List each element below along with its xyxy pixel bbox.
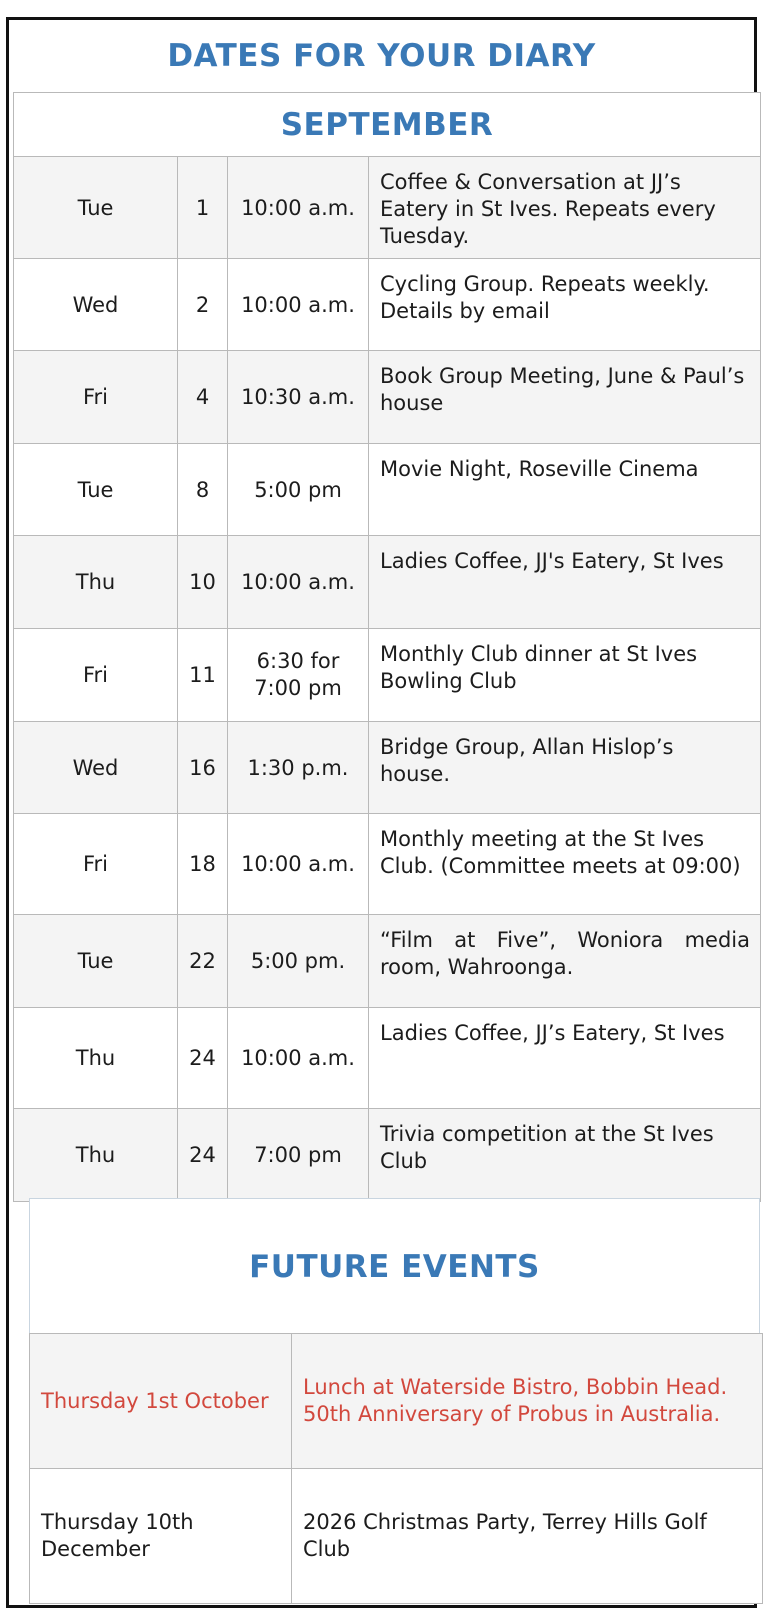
- future-event-date: Thursday 1st October: [30, 1334, 292, 1469]
- event-description: Monthly Club dinner at St Ives Bowling Club: [369, 629, 761, 722]
- future-events-title: FUTURE EVENTS: [249, 1248, 540, 1285]
- event-time: 10:00 a.m.: [228, 1008, 369, 1109]
- september-schedule-table: [13, 92, 761, 1202]
- table-row: [14, 629, 761, 722]
- event-day: Wed: [14, 259, 178, 351]
- event-day: Tue: [14, 915, 178, 1008]
- page-title: DATES FOR YOUR DIARY: [167, 38, 596, 74]
- event-date: 24: [178, 1109, 228, 1202]
- event-description: Bridge Group, Allan Hislop’s house.: [369, 722, 761, 814]
- event-day: Fri: [14, 629, 178, 722]
- event-time: 5:00 pm: [228, 444, 369, 536]
- future-events-table: [29, 1333, 763, 1604]
- event-time: 7:00 pm: [228, 1109, 369, 1202]
- event-date: 22: [178, 915, 228, 1008]
- event-date: 8: [178, 444, 228, 536]
- event-day: Thu: [14, 1008, 178, 1109]
- event-time: 10:00 a.m.: [228, 814, 369, 915]
- event-day: Tue: [14, 157, 178, 259]
- future-event-description: Lunch at Waterside Bistro, Bobbin Head. 50th Anniversary of Probus in Australia.: [292, 1334, 763, 1469]
- table-row: [14, 1008, 761, 1109]
- future-event-date: Thursday 10th December: [30, 1469, 292, 1604]
- table-row: [14, 259, 761, 351]
- event-date: 24: [178, 1008, 228, 1109]
- table-row: [30, 1334, 763, 1469]
- event-day: Tue: [14, 444, 178, 536]
- future-event-description: 2026 Christmas Party, Terrey Hills Golf Club: [292, 1469, 763, 1604]
- table-row: [30, 1469, 763, 1604]
- event-time: 10:00 a.m.: [228, 536, 369, 629]
- month-title: SEPTEMBER: [14, 93, 761, 157]
- event-description: Movie Night, Roseville Cinema: [369, 444, 761, 536]
- event-time: 1:30 p.m.: [228, 722, 369, 814]
- table-row: [14, 351, 761, 444]
- event-date: 1: [178, 157, 228, 259]
- event-day: Thu: [14, 536, 178, 629]
- table-row: [14, 1109, 761, 1202]
- event-time: 6:30 for 7:00 pm: [228, 629, 369, 722]
- table-row: [14, 915, 761, 1008]
- event-day: Fri: [14, 814, 178, 915]
- table-row: [14, 814, 761, 915]
- event-description: Cycling Group. Repeats weekly. Details by email: [369, 259, 761, 351]
- event-description: Ladies Coffee, JJ's Eatery, St Ives: [369, 536, 761, 629]
- event-day: Fri: [14, 351, 178, 444]
- event-description: Trivia competition at the St Ives Club: [369, 1109, 761, 1202]
- event-date: 18: [178, 814, 228, 915]
- month-header-row: [14, 93, 761, 157]
- event-time: 10:00 a.m.: [228, 259, 369, 351]
- event-time: 10:30 a.m.: [228, 351, 369, 444]
- event-description: Ladies Coffee, JJ’s Eatery, St Ives: [369, 1008, 761, 1109]
- event-description: “Film at Five”, Woniora media room, Wahroonga.: [369, 915, 761, 1008]
- table-row: [14, 444, 761, 536]
- event-date: 4: [178, 351, 228, 444]
- table-row: [14, 722, 761, 814]
- event-description: Coffee & Conversation at JJ’s Eatery in St Ives. Repeats every Tuesday.: [369, 157, 761, 259]
- event-date: 2: [178, 259, 228, 351]
- event-date: 16: [178, 722, 228, 814]
- event-date: 10: [178, 536, 228, 629]
- event-description: Book Group Meeting, June & Paul’s house: [369, 351, 761, 444]
- event-time: 5:00 pm.: [228, 915, 369, 1008]
- table-row: [14, 536, 761, 629]
- event-time: 10:00 a.m.: [228, 157, 369, 259]
- event-date: 11: [178, 629, 228, 722]
- table-row: [14, 157, 761, 259]
- event-description: Monthly meeting at the St Ives Club. (Committee meets at 09:00): [369, 814, 761, 915]
- event-day: Wed: [14, 722, 178, 814]
- future-events-panel: [29, 1198, 760, 1601]
- event-day: Thu: [14, 1109, 178, 1202]
